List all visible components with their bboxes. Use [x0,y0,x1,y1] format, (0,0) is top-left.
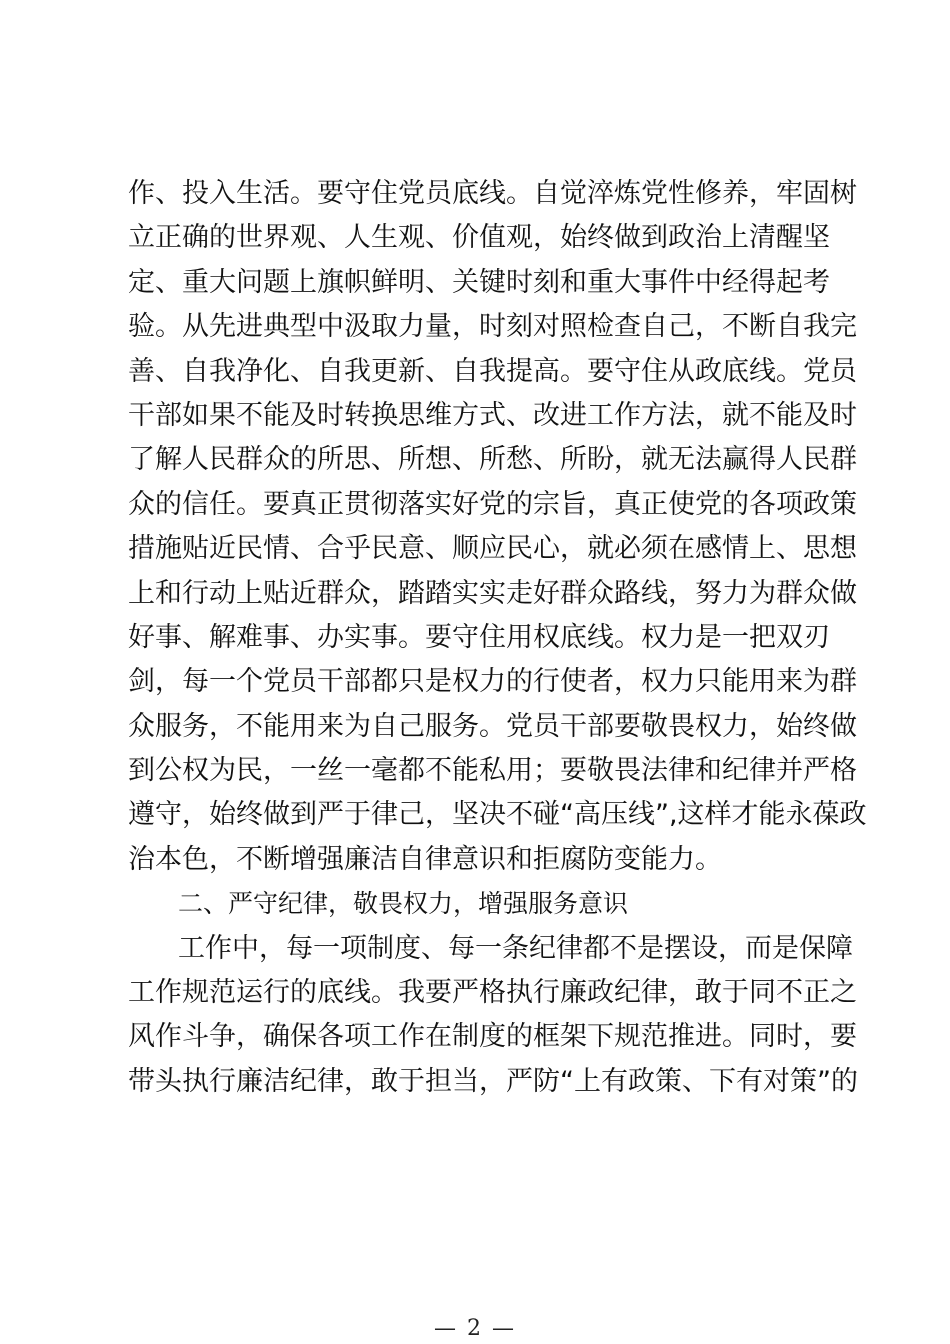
paragraph-1-line: 作、投入生活。要守住党员底线。自觉淬炼党性修养，牢固树 [128,178,857,209]
paragraph-1-line: 遵守，始终做到严于律己，坚决不碰“高压线”,这样才能永葆政 [128,799,867,831]
paragraph-1-line: 好事、解难事、办实事。要守住用权底线。权力是一把双刃 [128,621,830,653]
paragraph-2-line: 带头执行廉洁纪律，敢于担当，严防“上有政策、下有对策”的 [128,1065,858,1097]
paragraph-1-line: 措施贴近民情、合乎民意、顺应民心，就必须在感情上、思想 [128,533,857,565]
paragraph-2-line: 风作斗争，确保各项工作在制度的框架下规范推进。同时，要 [128,1021,857,1053]
paragraph-1-line: 善、自我净化、自我更新、自我提高。要守住从政底线。党员 [128,355,857,387]
paragraph-1-line: 众服务，不能用来为自己服务。党员干部要敬畏权力，始终做 [128,710,857,742]
paragraph-1-line: 到公权为民，一丝一毫都不能私用；要敬畏法律和纪律并严格 [128,755,857,787]
section-heading: 二、严守纪律，敬畏权力，增强服务意识 [178,889,629,919]
paragraph-1-line: 治本色，不断增强廉洁自律意识和拒腐防变能力。 [128,843,722,875]
paragraph-1-line: 干部如果不能及时转换思维方式、改进工作方法，就不能及时 [128,399,857,431]
paragraph-1-line: 立正确的世界观、人生观、价值观，始终做到政治上清醒坚 [128,222,830,254]
body-text [128,172,867,1104]
paragraph-1-line: 定、重大问题上旗帜鲜明、关键时刻和重大事件中经得起考 [128,266,830,298]
paragraph-1-line: 众的信任。要真正贯彻落实好党的宗旨，真正使党的各项政策 [128,488,857,520]
paragraph-1-line: 剑，每一个党员干部都只是权力的行使者，权力只能用来为群 [128,666,857,698]
page-number: — 2 — [434,1316,516,1341]
paragraph-1-line: 了解人民群众的所思、所想、所愁、所盼，就无法赢得人民群 [128,444,857,476]
paragraph-1-line: 验。从先进典型中汲取力量，时刻对照检查自己，不断自我完 [128,311,857,343]
paragraph-2-line: 工作中，每一项制度、每一条纪律都不是摆设，而是保障 [178,932,853,964]
paragraph-1-line: 上和行动上贴近群众，踏踏实实走好群众路线，努力为群众做 [128,577,857,609]
paragraph-2-line: 工作规范运行的底线。我要严格执行廉政纪律，敢于同不正之 [128,977,857,1009]
